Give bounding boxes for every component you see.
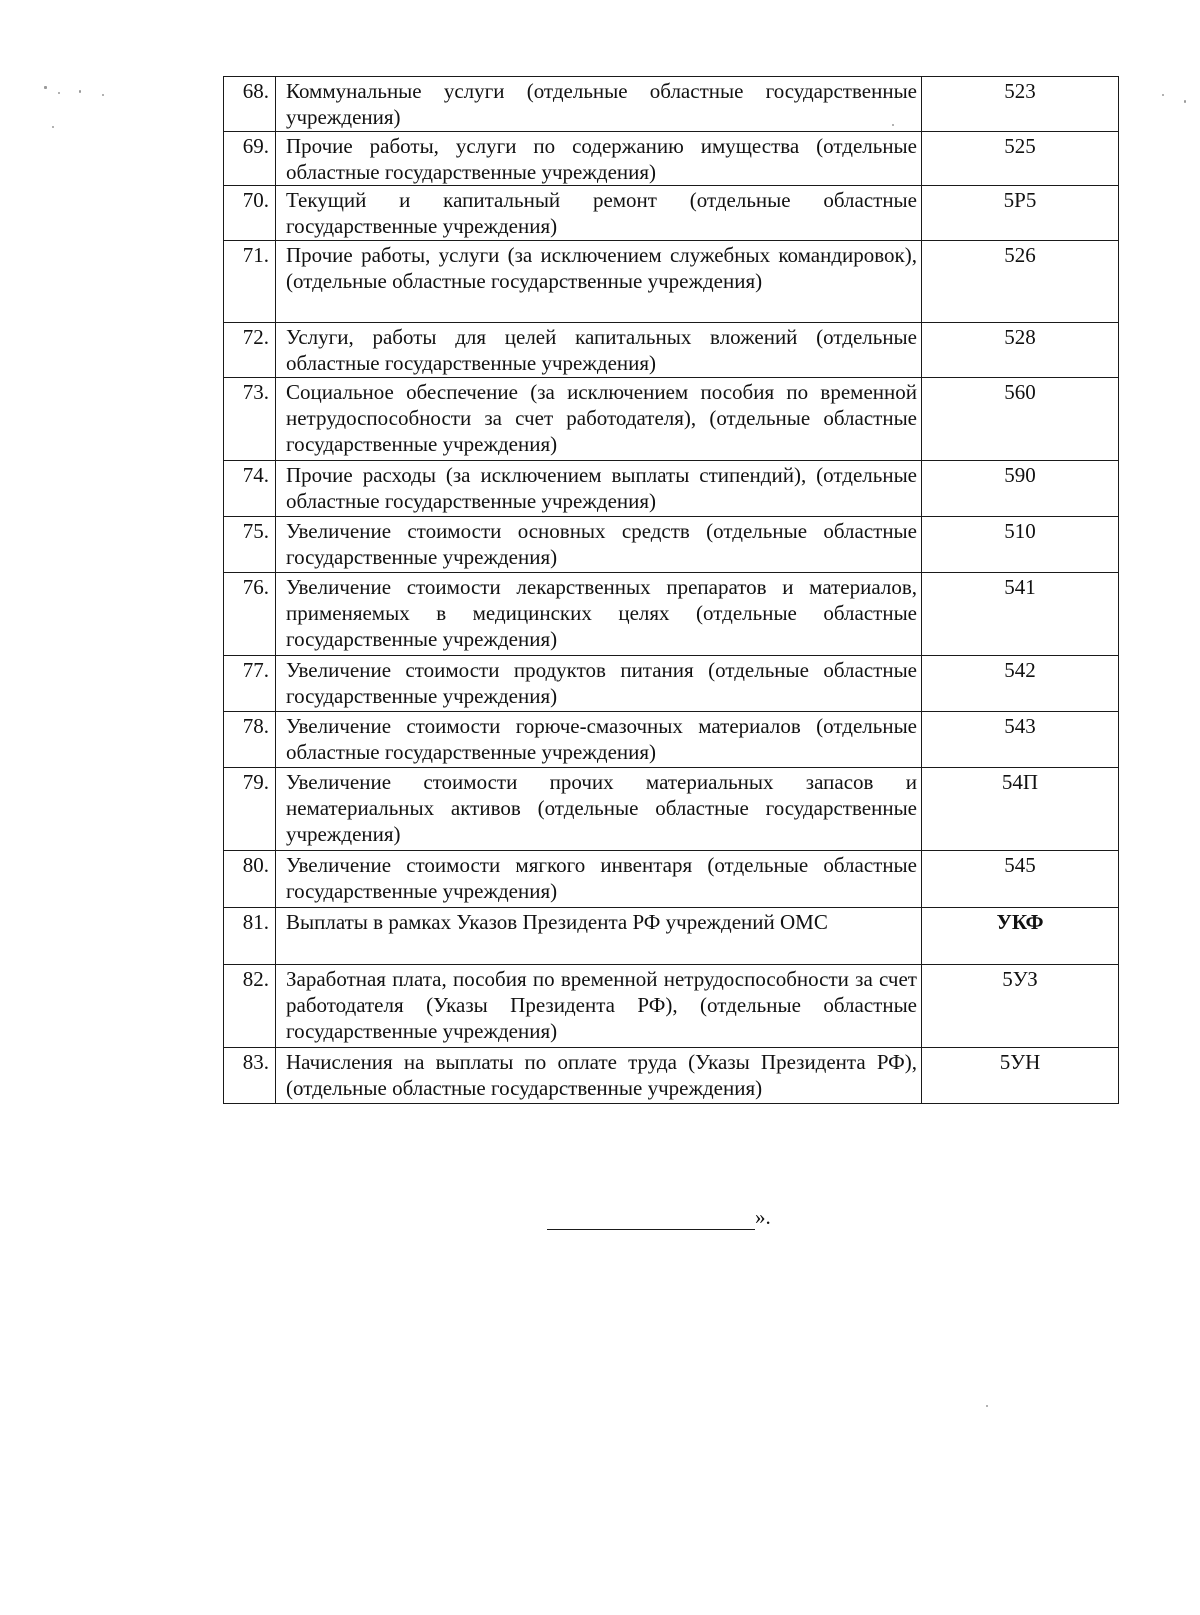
table-row (224, 1048, 1119, 1104)
row-number: 81. (224, 908, 276, 965)
row-code: 541 (922, 573, 1119, 656)
row-description: Прочие расходы (за исключением выплаты стипендий), (отдельные областные государственные учреждения) (276, 461, 922, 517)
row-description: Выплаты в рамках Указов Президента РФ учреждений ОМС (276, 908, 922, 965)
row-number: 83. (224, 1048, 276, 1104)
budget-codes-table (223, 76, 1119, 1104)
row-description: Увеличение стоимости основных средств (отдельные областные государственные учреждения) (276, 517, 922, 573)
row-number: 74. (224, 461, 276, 517)
scan-speck (52, 126, 54, 128)
row-number: 77. (224, 656, 276, 712)
table-row (224, 186, 1119, 241)
scan-speck (1162, 94, 1164, 96)
row-number: 76. (224, 573, 276, 656)
table-row (224, 517, 1119, 573)
scan-speck (892, 124, 894, 126)
row-description: Увеличение стоимости лекарственных препаратов и материалов, применяемых в медицинских целях (отдельные областные государственные учреждения) (276, 573, 922, 656)
row-number: 79. (224, 768, 276, 851)
row-code: 590 (922, 461, 1119, 517)
table-row (224, 908, 1119, 965)
table-row (224, 712, 1119, 768)
row-code: УКФ (922, 908, 1119, 965)
table-row (224, 323, 1119, 378)
scan-speck (58, 92, 60, 94)
row-description: Текущий и капитальный ремонт (отдельные областные государственные учреждения) (276, 186, 922, 241)
row-description: Увеличение стоимости прочих материальных запасов и нематериальных активов (отдельные областные государственные учреждения) (276, 768, 922, 851)
table-row (224, 768, 1119, 851)
scan-speck (1184, 100, 1186, 103)
row-code: 528 (922, 323, 1119, 378)
row-number: 70. (224, 186, 276, 241)
row-description: Увеличение стоимости мягкого инвентаря (отдельные областные государственные учреждения) (276, 851, 922, 908)
row-description: Коммунальные услуги (отдельные областные государственные учреждения) (276, 77, 922, 132)
row-number: 72. (224, 323, 276, 378)
row-code: 545 (922, 851, 1119, 908)
row-number: 82. (224, 965, 276, 1048)
row-number: 68. (224, 77, 276, 132)
row-number: 80. (224, 851, 276, 908)
row-code: 54П (922, 768, 1119, 851)
row-code: 510 (922, 517, 1119, 573)
table-row (224, 77, 1119, 132)
row-description: Услуги, работы для целей капитальных вложений (отдельные областные государственные учреждения) (276, 323, 922, 378)
row-code: 542 (922, 656, 1119, 712)
table-row (224, 656, 1119, 712)
scan-speck (102, 94, 104, 96)
table-row (224, 461, 1119, 517)
table-row (224, 851, 1119, 908)
row-description: Увеличение стоимости горюче-смазочных материалов (отдельные областные государственные учреждения) (276, 712, 922, 768)
row-code: 526 (922, 241, 1119, 323)
row-code: 5УН (922, 1048, 1119, 1104)
row-number: 75. (224, 517, 276, 573)
row-description: Начисления на выплаты по оплате труда (Указы Президента РФ), (отдельные областные государственные учреждения) (276, 1048, 922, 1104)
scan-speck (44, 86, 47, 89)
row-code: 5УЗ (922, 965, 1119, 1048)
row-number: 78. (224, 712, 276, 768)
row-description: Социальное обеспечение (за исключением пособия по временной нетрудоспособности за счет работодателя), (отдельные областные государственные учреждения) (276, 378, 922, 461)
table-row (224, 132, 1119, 186)
row-code: 523 (922, 77, 1119, 132)
table-row (224, 241, 1119, 323)
row-number: 73. (224, 378, 276, 461)
row-description: Увеличение стоимости продуктов питания (отдельные областные государственные учреждения) (276, 656, 922, 712)
row-number: 71. (224, 241, 276, 323)
row-description: Заработная плата, пособия по временной нетрудоспособности за счет работодателя (Указы Президента РФ), (отдельные областные государственные учреждения) (276, 965, 922, 1048)
closing-quote: ». (755, 1205, 771, 1229)
row-code: 525 (922, 132, 1119, 186)
table-row (224, 573, 1119, 656)
row-code: 543 (922, 712, 1119, 768)
closing-mark (547, 1204, 787, 1230)
row-code: 560 (922, 378, 1119, 461)
table-body (224, 77, 1119, 1104)
row-description: Прочие работы, услуги (за исключением служебных командировок), (отдельные областные государственные учреждения) (276, 241, 922, 323)
closing-underline (547, 1209, 755, 1230)
row-code: 5Р5 (922, 186, 1119, 241)
row-number: 69. (224, 132, 276, 186)
row-description: Прочие работы, услуги по содержанию имущества (отдельные областные государственные учреждения) (276, 132, 922, 186)
scan-speck (79, 90, 81, 93)
scan-speck (986, 1405, 988, 1407)
table-row (224, 965, 1119, 1048)
table-row (224, 378, 1119, 461)
